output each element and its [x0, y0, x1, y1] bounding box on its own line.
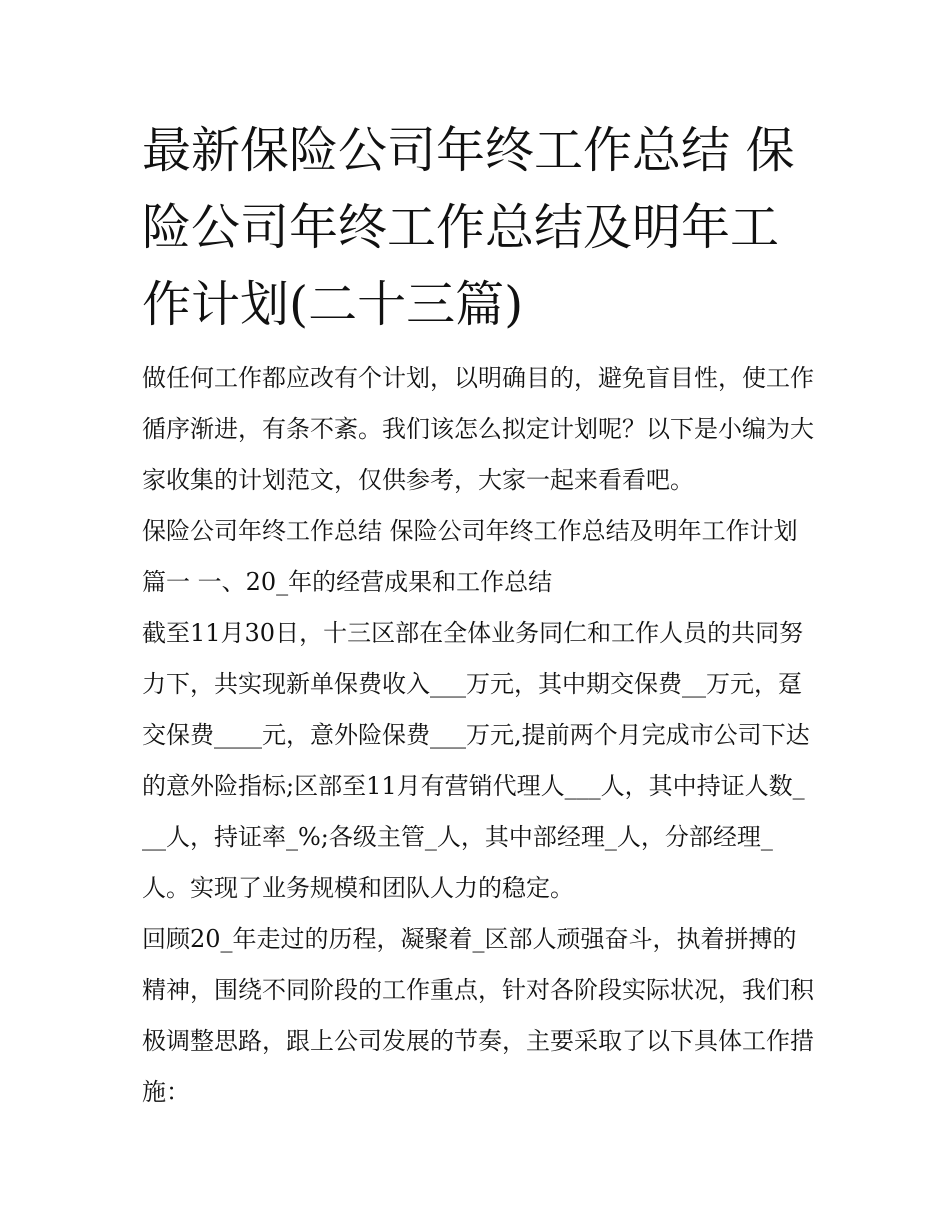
paragraph-intro: 做任何工作都应改有个计划，以明确目的，避免盲目性，使工作循序渐进，有条不紊。我们该怎么拟定计划呢？以下是小编为大家收集的计划范文，仅供参考，大家一起来看看吧。: [142, 364, 814, 494]
document-title: 最新保险公司年终工作总结 保险公司年终工作总结及明年工作计划(二十三篇): [142, 122, 795, 333]
document-page: [142, 112, 814, 1118]
paragraph-review: 回顾20_年走过的历程，凝聚着_区部人顽强奋斗，执着拼搏的精神，围绕不同阶段的工作重点，针对各阶段实际状况，我们积极调整思路，跟上公司发展的节奏，主要采取了以下具体工作措施：: [142, 925, 814, 1106]
paragraph-section-heading: 保险公司年终工作总结 保险公司年终工作总结及明年工作计划篇一 一、20_年的经营成果和工作总结: [142, 517, 798, 596]
paragraph-results: 截至11月30日，十三区部在全体业务同仁和工作人员的共同努力下，共实现新单保费收入___万元，其中期交保费__万元，趸交保费____元，意外险保费___万元,提前两个月完成市公司下达的意外险指标;区部至11月有营销代理人___人，其中持证人数___人，持证率_%;各级主管_人，其中部经理_人，分部经理_人。实现了业务规模和团队人力的稳定。: [142, 619, 810, 902]
